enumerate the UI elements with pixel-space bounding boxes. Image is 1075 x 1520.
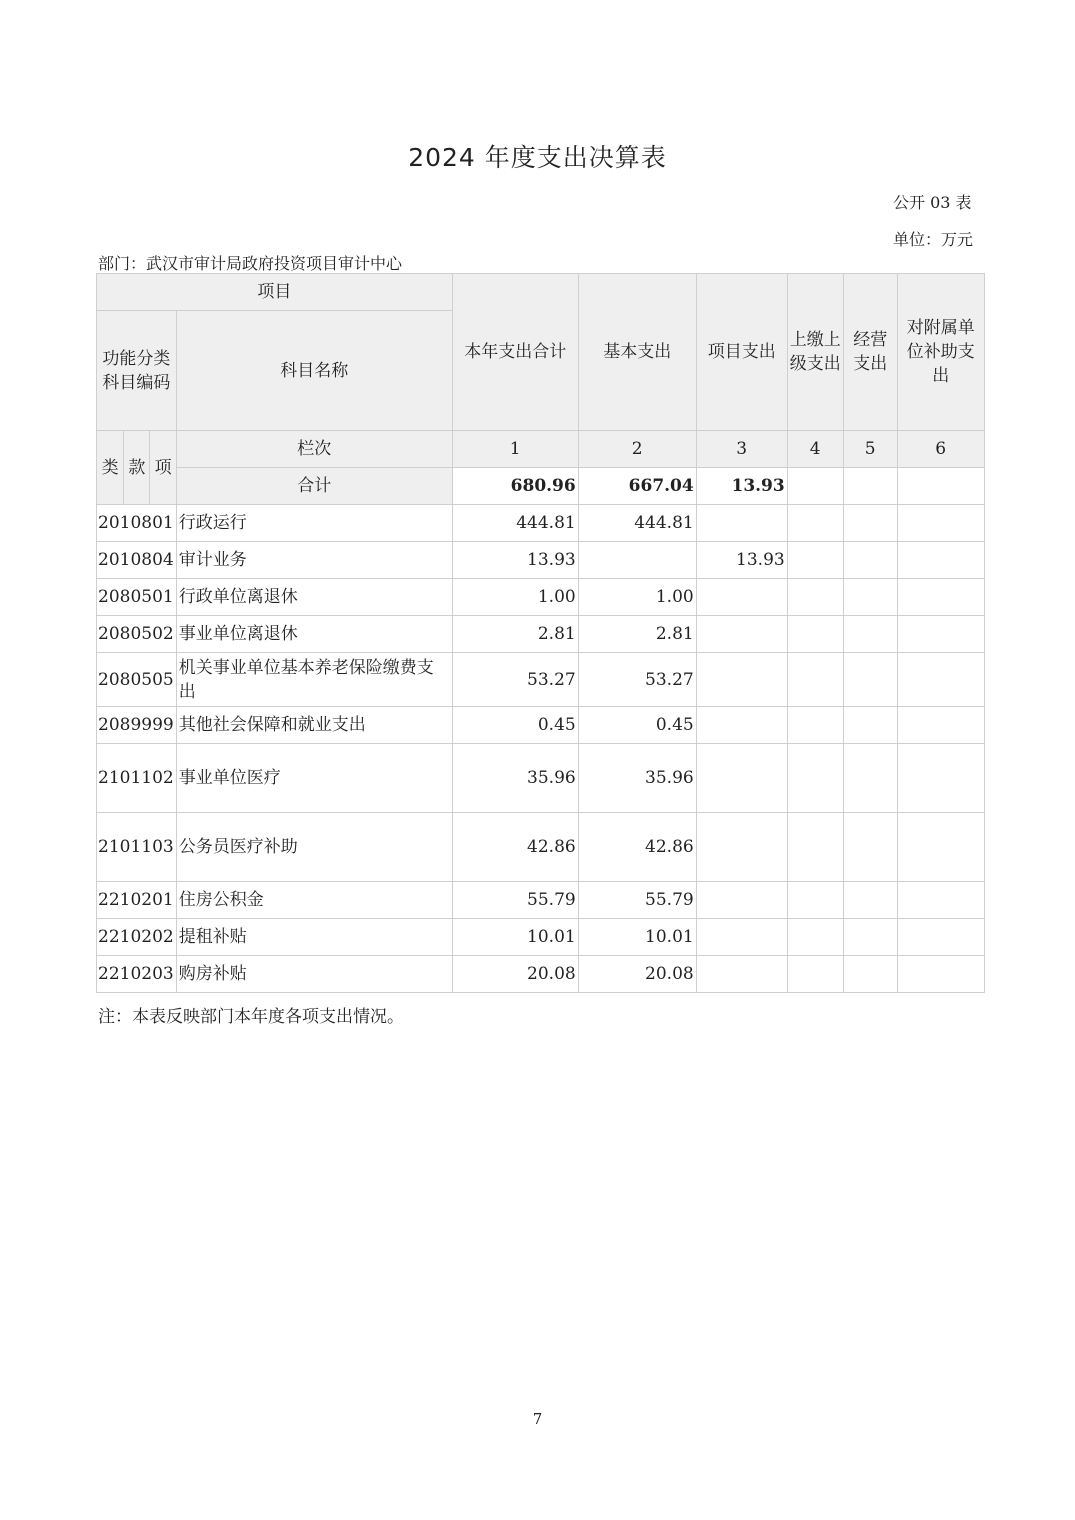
subject-code: 2010804: [97, 542, 177, 579]
header-col-remit: 上缴上级支出: [787, 274, 843, 431]
table-row: [97, 956, 985, 993]
total-value-4: [787, 468, 843, 505]
subject-code: 2080505: [97, 653, 177, 707]
subject-name: 购房补贴: [176, 956, 452, 993]
value-col-1: 42.86: [452, 813, 578, 882]
header-lei: 类: [97, 431, 124, 505]
header-subject-name: 科目名称: [176, 311, 452, 431]
subject-code: 2101103: [97, 813, 177, 882]
value-col-2: 1.00: [578, 579, 696, 616]
table-row: [97, 579, 985, 616]
page-number: 7: [532, 1410, 543, 1428]
value-col-3: [696, 707, 787, 744]
value-col-6: [897, 707, 984, 744]
value-col-1: 35.96: [452, 744, 578, 813]
value-col-4: [787, 616, 843, 653]
footnote: 注：本表反映部门本年度各项支出情况。: [98, 1007, 404, 1027]
value-col-4: [787, 956, 843, 993]
subject-code: 2210202: [97, 919, 177, 956]
total-value-2: 667.04: [578, 468, 696, 505]
total-value-1: 680.96: [452, 468, 578, 505]
subject-code: 2010801: [97, 505, 177, 542]
value-col-3: [696, 919, 787, 956]
value-col-4: [787, 882, 843, 919]
col-number-2: 2: [578, 431, 696, 468]
value-col-2: 35.96: [578, 744, 696, 813]
table-row: [97, 542, 985, 579]
header-col-business: 经营支出: [843, 274, 897, 431]
header-xiang: 项: [150, 431, 176, 505]
value-col-1: 1.00: [452, 579, 578, 616]
value-col-4: [787, 707, 843, 744]
subject-code: 2080502: [97, 616, 177, 653]
subject-code: 2080501: [97, 579, 177, 616]
table-row: [97, 919, 985, 956]
form-number: 公开 03 表: [893, 193, 972, 212]
header-col-subsidy: 对附属单位补助支出: [897, 274, 984, 431]
value-col-4: [787, 919, 843, 956]
value-col-4: [787, 542, 843, 579]
total-value-5: [843, 468, 897, 505]
value-col-1: 20.08: [452, 956, 578, 993]
total-value-3: 13.93: [696, 468, 787, 505]
value-col-3: [696, 956, 787, 993]
value-col-5: [843, 813, 897, 882]
value-col-1: 10.01: [452, 919, 578, 956]
value-col-5: [843, 542, 897, 579]
value-col-3: [696, 505, 787, 542]
subject-code: 2210203: [97, 956, 177, 993]
table-row: [97, 813, 985, 882]
unit-label: 单位：万元: [893, 230, 974, 249]
header-col-total: 本年支出合计: [452, 274, 578, 431]
value-col-5: [843, 505, 897, 542]
value-col-5: [843, 744, 897, 813]
subject-name: 机关事业单位基本养老保险缴费支出: [176, 653, 452, 707]
value-col-3: [696, 653, 787, 707]
value-col-4: [787, 813, 843, 882]
subject-name: 审计业务: [176, 542, 452, 579]
col-number-5: 5: [843, 431, 897, 468]
total-label: 合计: [176, 468, 452, 505]
subject-name: 行政运行: [176, 505, 452, 542]
subject-code: 2210201: [97, 882, 177, 919]
value-col-6: [897, 616, 984, 653]
value-col-6: [897, 505, 984, 542]
subject-code: 2101102: [97, 744, 177, 813]
table-row: [97, 653, 985, 707]
value-col-2: 55.79: [578, 882, 696, 919]
value-col-2: 20.08: [578, 956, 696, 993]
header-col-project: 项目支出: [696, 274, 787, 431]
value-col-1: 0.45: [452, 707, 578, 744]
value-col-4: [787, 505, 843, 542]
value-col-5: [843, 956, 897, 993]
value-col-6: [897, 882, 984, 919]
subject-code: 2089999: [97, 707, 177, 744]
header-col-basic: 基本支出: [578, 274, 696, 431]
value-col-3: [696, 616, 787, 653]
table-row: [97, 882, 985, 919]
value-col-2: 42.86: [578, 813, 696, 882]
value-col-1: 2.81: [452, 616, 578, 653]
value-col-1: 13.93: [452, 542, 578, 579]
header-func-code: 功能分类科目编码: [97, 311, 177, 431]
value-col-1: 55.79: [452, 882, 578, 919]
value-col-5: [843, 653, 897, 707]
value-col-6: [897, 579, 984, 616]
value-col-6: [897, 813, 984, 882]
value-col-2: 2.81: [578, 616, 696, 653]
subject-name: 提租补贴: [176, 919, 452, 956]
col-number-6: 6: [897, 431, 984, 468]
value-col-5: [843, 579, 897, 616]
value-col-2: 444.81: [578, 505, 696, 542]
subject-name: 住房公积金: [176, 882, 452, 919]
expenditure-table: [96, 273, 985, 993]
value-col-6: [897, 956, 984, 993]
value-col-6: [897, 744, 984, 813]
subject-name: 事业单位离退休: [176, 616, 452, 653]
value-col-3: [696, 882, 787, 919]
subject-name: 其他社会保障和就业支出: [176, 707, 452, 744]
col-number-1: 1: [452, 431, 578, 468]
value-col-2: 10.01: [578, 919, 696, 956]
value-col-5: [843, 882, 897, 919]
value-col-1: 444.81: [452, 505, 578, 542]
value-col-6: [897, 542, 984, 579]
value-col-3: [696, 744, 787, 813]
value-col-3: 13.93: [696, 542, 787, 579]
header-lanci: 栏次: [176, 431, 452, 468]
subject-name: 公务员医疗补助: [176, 813, 452, 882]
value-col-5: [843, 919, 897, 956]
value-col-4: [787, 579, 843, 616]
value-col-3: [696, 579, 787, 616]
page-title: 2024 年度支出决算表: [408, 143, 667, 172]
value-col-2: 53.27: [578, 653, 696, 707]
value-col-4: [787, 744, 843, 813]
table-row: [97, 616, 985, 653]
value-col-2: [578, 542, 696, 579]
total-value-6: [897, 468, 984, 505]
subject-name: 行政单位离退休: [176, 579, 452, 616]
value-col-3: [696, 813, 787, 882]
header-item: 项目: [97, 274, 453, 311]
col-number-4: 4: [787, 431, 843, 468]
table-row: [97, 707, 985, 744]
table-row: [97, 744, 985, 813]
header-kuan: 款: [124, 431, 150, 505]
value-col-2: 0.45: [578, 707, 696, 744]
value-col-1: 53.27: [452, 653, 578, 707]
col-number-3: 3: [696, 431, 787, 468]
value-col-6: [897, 653, 984, 707]
value-col-4: [787, 653, 843, 707]
value-col-5: [843, 707, 897, 744]
department-label: 部门：武汉市审计局政府投资项目审计中心: [98, 254, 403, 273]
table-row: [97, 505, 985, 542]
value-col-5: [843, 616, 897, 653]
subject-name: 事业单位医疗: [176, 744, 452, 813]
value-col-6: [897, 919, 984, 956]
